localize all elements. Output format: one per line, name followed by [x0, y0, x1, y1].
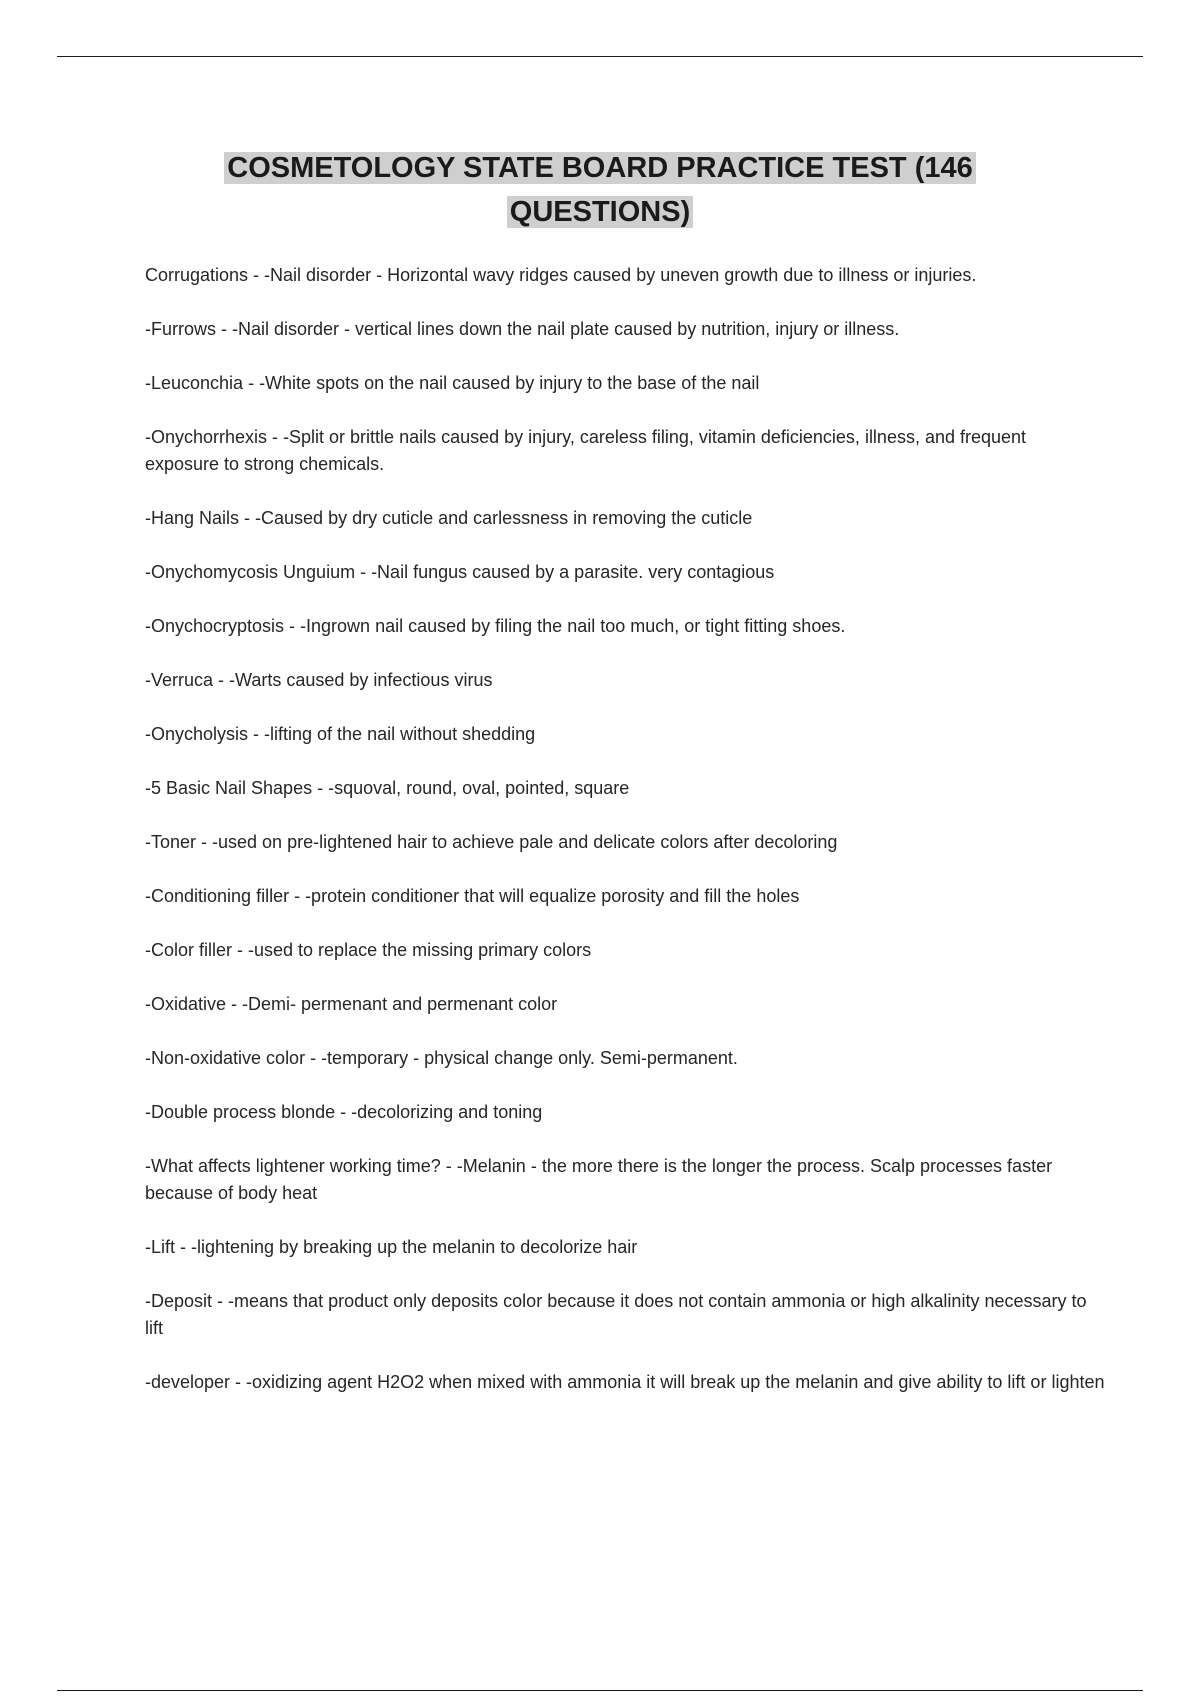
title-block	[0, 146, 1200, 234]
entry-lightener-time: -What affects lightener working time? - -Melanin - the more there is the longer the process. Scalp processes faster because of body heat	[145, 1156, 1053, 1203]
entry-color-filler: -Color filler - -used to replace the missing primary colors	[145, 940, 592, 960]
entry-lift: -Lift - -lightening by breaking up the melanin to decolorize hair	[145, 1237, 638, 1257]
entry-double-process: -Double process blonde - -decolorizing and toning	[145, 1102, 543, 1122]
entry-onychocryptosis: -Onychocryptosis - -Ingrown nail caused by filing the nail too much, or tight fitting shoes.	[145, 616, 846, 636]
entry-conditioning-filler: -Conditioning filler - -protein conditioner that will equalize porosity and fill the holes	[145, 886, 800, 906]
entry-leuconchia: -Leuconchia - -White spots on the nail caused by injury to the base of the nail	[145, 373, 760, 393]
footer-rule	[57, 1690, 1143, 1691]
entry-toner: -Toner - -used on pre-lightened hair to achieve pale and delicate colors after decoloring	[145, 832, 838, 852]
entry-corrugations: Corrugations - -Nail disorder - Horizontal wavy ridges caused by uneven growth due to illness or injuries.	[145, 265, 977, 285]
entry-nail-shapes: -5 Basic Nail Shapes - -squoval, round, oval, pointed, square	[145, 778, 630, 798]
entry-list	[145, 262, 1105, 1423]
entry-verruca: -Verruca - -Warts caused by infectious virus	[145, 670, 493, 690]
entry-hang-nails: -Hang Nails - -Caused by dry cuticle and carlessness in removing the cuticle	[145, 508, 753, 528]
entry-furrows: -Furrows - -Nail disorder - vertical lines down the nail plate caused by nutrition, injury or illness.	[145, 319, 900, 339]
entry-developer: -developer - -oxidizing agent H2O2 when mixed with ammonia it will break up the melanin and give ability to lift or lighten	[145, 1372, 1105, 1392]
entry-oxidative: -Oxidative - -Demi- permenant and permenant color	[145, 994, 558, 1014]
header-rule	[57, 56, 1143, 57]
entry-non-oxidative: -Non-oxidative color - -temporary - physical change only. Semi-permanent.	[145, 1048, 738, 1068]
entry-onychorrhexis: -Onychorrhexis - -Split or brittle nails caused by injury, careless filing, vitamin deficiencies, illness, and frequent exposure to strong chemicals.	[145, 427, 1027, 474]
entry-onychomycosis: -Onychomycosis Unguium - -Nail fungus caused by a parasite. very contagious	[145, 562, 775, 582]
entry-deposit: -Deposit - -means that product only deposits color because it does not contain ammonia or high alkalinity necessary to lift	[145, 1291, 1087, 1338]
document-title: COSMETOLOGY STATE BOARD PRACTICE TEST (146 QUESTIONS)	[224, 152, 976, 228]
entry-onycholysis: -Onycholysis - -lifting of the nail without shedding	[145, 724, 536, 744]
